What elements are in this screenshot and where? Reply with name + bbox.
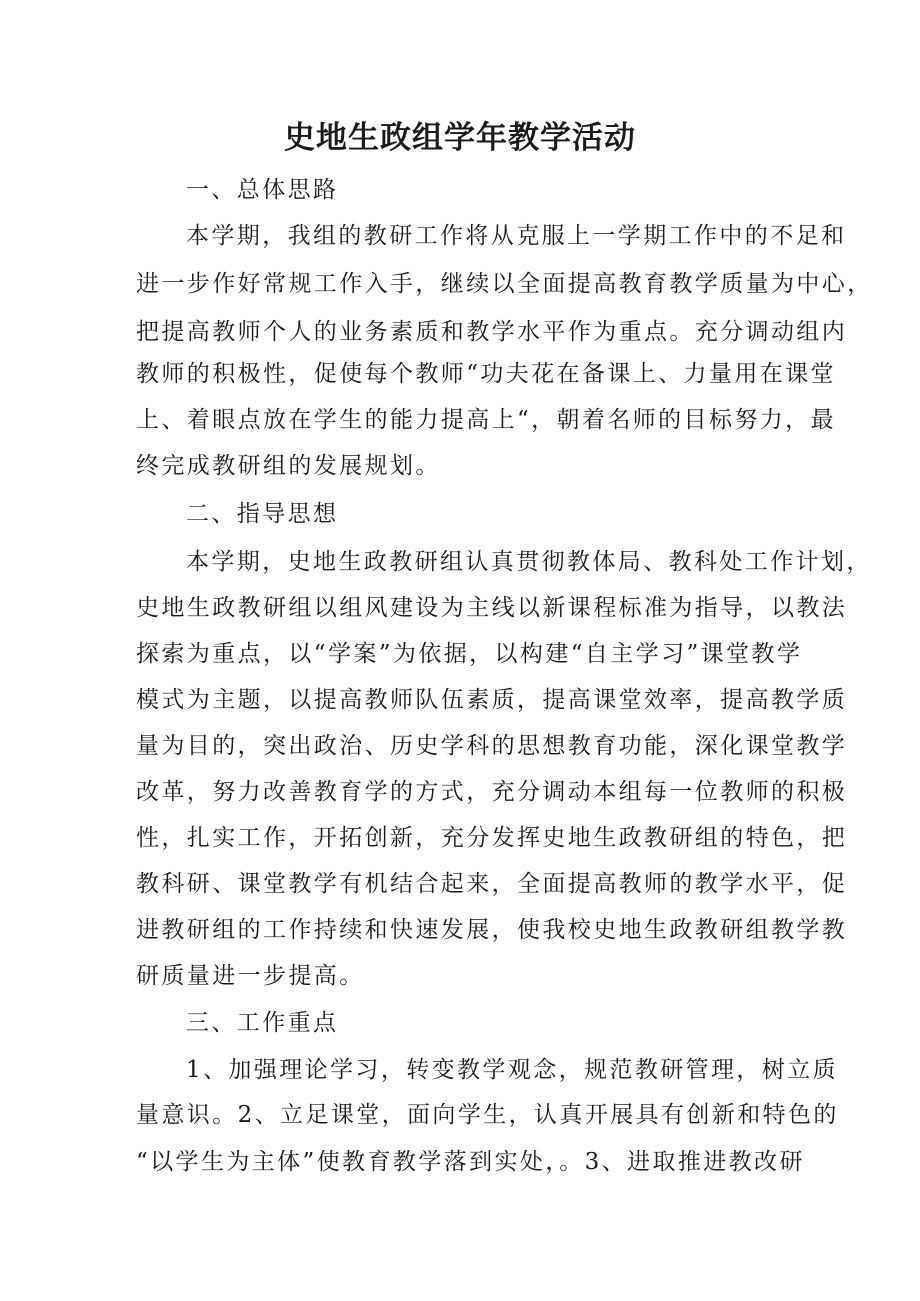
- paragraph-line: 进一步作好常规工作入手，继续以全面提高教育教学质量为中心，: [136, 271, 873, 297]
- paragraph-line: 上、着眼点放在学生的能力提高上“，朝着名师的目标努力，最: [136, 407, 836, 433]
- section-heading-overall-approach: 一、总体思路: [186, 177, 339, 203]
- paragraph-line: 改革，努力改善教育学的方式，充分调动本组每一位教师的积极: [136, 779, 848, 805]
- paragraph-line: 量意识。2、立足课堂，面向学生，认真开展具有创新和特色的: [136, 1102, 839, 1128]
- paragraph-line: “以学生为主体”使教育教学落到实处，。3、进取推进教改研: [136, 1149, 805, 1175]
- paragraph-line: 1、加强理论学习，转变教学观念，规范教研管理，树立质: [186, 1057, 839, 1083]
- paragraph-line: 性，扎实工作，开拓创新，充分发挥史地生政教研组的特色，把: [136, 825, 848, 851]
- paragraph-line: 本学期，史地生政教研组认真贯彻教体局、教科处工作计划，: [186, 549, 872, 575]
- paragraph-line: 教师的积极性，促使每个教师“功夫花在备课上、力量用在课堂: [136, 361, 836, 387]
- paragraph-line: 探索为重点，以“学案”为依据，以构建“自主学习”课堂教学: [136, 641, 803, 667]
- paragraph-line: 终完成教研组的发展规划。: [136, 453, 441, 479]
- section-heading-guiding-ideology: 二、指导思想: [186, 501, 339, 527]
- paragraph-line: 模式为主题，以提高教师队伍素质，提高课堂效率，提高教学质: [136, 687, 848, 713]
- paragraph-line: 研质量进一步提高。: [136, 963, 365, 989]
- paragraph-line: 把提高教师个人的业务素质和教学水平作为重点。充分调动组内: [136, 319, 848, 345]
- paragraph-line: 教科研、课堂教学有机结合起来，全面提高教师的教学水平，促: [136, 871, 848, 897]
- paragraph-line: 史地生政教研组以组风建设为主线以新课程标准为指导，以教法: [136, 595, 848, 621]
- paragraph-line: 量为目的，突出政治、历史学科的思想教育功能，深化课堂教学: [136, 733, 848, 759]
- paragraph-line: 本学期，我组的教研工作将从克服上一学期工作中的不足和: [186, 223, 847, 249]
- section-heading-work-focus: 三、工作重点: [186, 1010, 339, 1036]
- document-title: 史地生政组学年教学活动: [284, 120, 636, 156]
- paragraph-line: 进教研组的工作持续和快速发展，使我校史地生政教研组教学教: [136, 917, 848, 943]
